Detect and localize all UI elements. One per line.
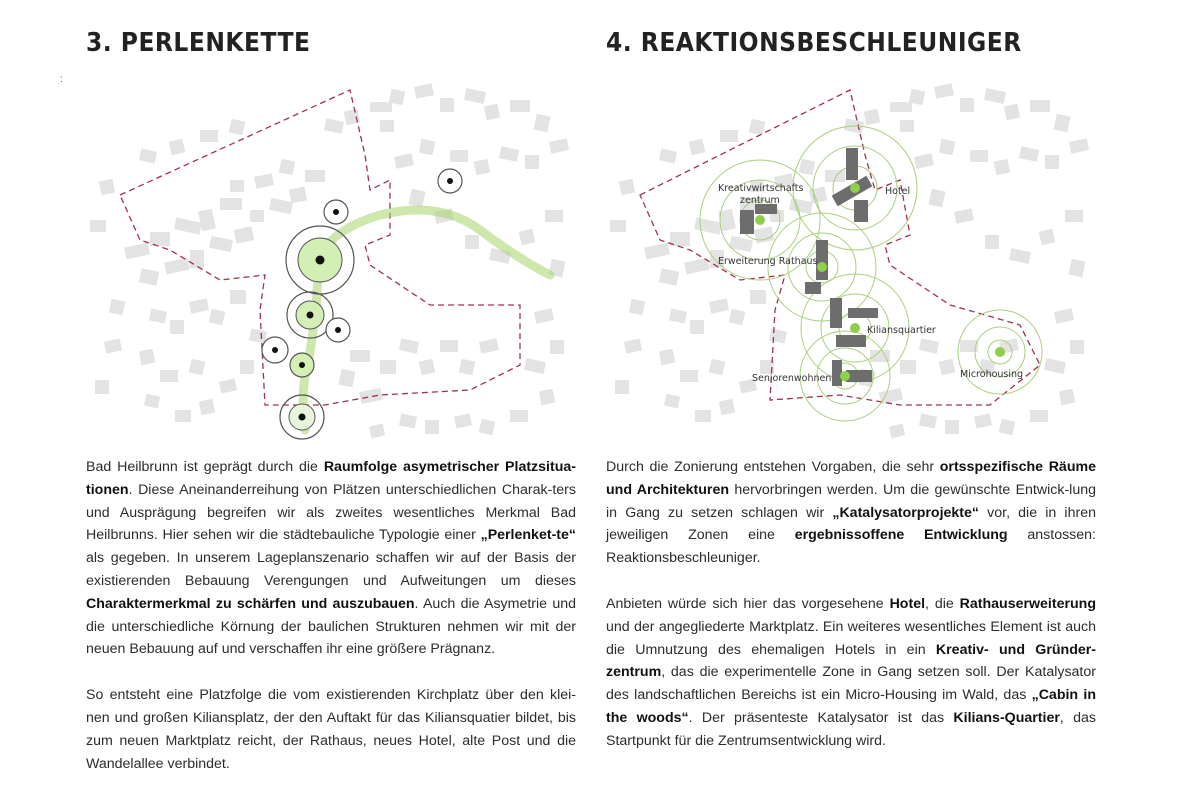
emphasis-text: Kilians-Quartier bbox=[953, 709, 1060, 726]
building bbox=[414, 83, 434, 98]
building bbox=[919, 338, 939, 353]
emphasis-text: „Perlenket-te“ bbox=[480, 527, 576, 544]
building bbox=[170, 320, 184, 334]
building bbox=[659, 268, 680, 285]
building bbox=[1045, 155, 1059, 169]
building bbox=[230, 290, 246, 304]
building bbox=[440, 98, 454, 112]
building bbox=[479, 338, 499, 353]
building bbox=[465, 235, 479, 249]
building bbox=[359, 388, 383, 404]
text-run: und der angegliederte Marktplatz. Ein weiteres wesentliches Element ist auch die Umnutzung des ehemaligen Hotels in ein bbox=[606, 618, 1096, 658]
building bbox=[534, 308, 554, 323]
building bbox=[1030, 100, 1050, 112]
building bbox=[109, 299, 126, 316]
building bbox=[1009, 248, 1031, 264]
building bbox=[900, 120, 914, 132]
text-run: hervorbringen werden. Um die gewünschte Entwick-lung in Gang zu setzen schlagen wir bbox=[606, 481, 1096, 521]
text-run: Bad Heilbrunn ist geprägt durch die bbox=[86, 459, 324, 475]
building bbox=[939, 139, 956, 156]
building bbox=[539, 389, 556, 406]
building bbox=[209, 236, 233, 252]
building bbox=[189, 298, 209, 313]
building bbox=[750, 290, 766, 304]
building bbox=[209, 309, 226, 326]
building bbox=[380, 120, 394, 132]
building bbox=[934, 83, 954, 98]
building bbox=[610, 220, 626, 232]
building bbox=[1019, 146, 1039, 161]
building-footprints bbox=[610, 83, 1089, 438]
building bbox=[189, 359, 206, 376]
building bbox=[659, 148, 677, 163]
building bbox=[909, 89, 926, 106]
paragraph bbox=[606, 456, 1096, 570]
building bbox=[440, 340, 458, 352]
text-run: Anbieten würde sich hier das vorgesehene bbox=[606, 595, 890, 612]
building bbox=[984, 88, 1006, 104]
building bbox=[994, 159, 1011, 176]
building bbox=[305, 170, 325, 182]
text-run: , das die experimentelle Zone in Gang setzen soll. Der Katalysator des landschaftlichen Bereichs ist ein Micro-Housing im Wald, das bbox=[606, 664, 1096, 704]
building bbox=[889, 424, 905, 439]
building bbox=[720, 130, 738, 142]
building bbox=[525, 155, 539, 169]
building bbox=[90, 220, 106, 232]
building bbox=[174, 217, 202, 234]
emphasis-text: Kreativ- und Gründer-zentrum bbox=[606, 641, 1096, 681]
building bbox=[419, 359, 436, 376]
building bbox=[289, 186, 308, 203]
site-boundary bbox=[640, 90, 1040, 405]
body-text bbox=[86, 456, 576, 798]
building bbox=[754, 226, 775, 243]
building bbox=[615, 380, 629, 394]
site-plan-reaktionsbeschleuniger bbox=[600, 60, 1100, 440]
building bbox=[749, 119, 766, 136]
building bbox=[719, 399, 736, 416]
building bbox=[454, 413, 472, 428]
building bbox=[549, 138, 569, 153]
emphasis-text: ortsspezifische Räume und Architekturen bbox=[606, 459, 1096, 498]
building bbox=[644, 243, 670, 260]
building bbox=[769, 328, 787, 343]
building bbox=[499, 146, 519, 161]
building bbox=[970, 150, 988, 162]
building bbox=[380, 360, 396, 374]
building bbox=[230, 180, 244, 192]
building bbox=[1069, 138, 1089, 153]
text-run: So entsteht eine Platzfolge die vom existierenden Kirchplatz über den klei-nen und großen Kiliansplatz, der den Auftakt für das Kiliansquatier bildet, bis zum neuen Marktplatz reicht, der Rathaus, neues Hotel, alte Post und die Wandelallee verbindet. bbox=[86, 687, 576, 772]
building bbox=[689, 139, 706, 156]
building bbox=[464, 88, 486, 104]
building bbox=[1044, 358, 1066, 374]
emphasis-text: Hotel bbox=[889, 595, 926, 612]
emphasis-text: „Katalysatorprojekte“ bbox=[832, 504, 979, 521]
building bbox=[1030, 410, 1048, 422]
building bbox=[474, 159, 491, 176]
paragraph bbox=[606, 593, 1096, 753]
building bbox=[479, 419, 496, 436]
building bbox=[879, 388, 903, 404]
building bbox=[999, 419, 1016, 436]
label-rathaus: Erweiterung Rathaus bbox=[718, 256, 818, 267]
building bbox=[229, 119, 246, 136]
building bbox=[250, 210, 264, 222]
building bbox=[928, 189, 945, 208]
text-run: , das Startpunkt für die Zentrumsentwicklung wird. bbox=[606, 709, 1096, 749]
building bbox=[1004, 104, 1021, 121]
building bbox=[269, 198, 293, 214]
building bbox=[219, 378, 237, 393]
margin-mark: : bbox=[60, 74, 63, 85]
building bbox=[199, 399, 216, 416]
paragraph bbox=[86, 684, 576, 775]
building bbox=[254, 173, 274, 188]
building bbox=[399, 413, 417, 428]
text-run: anstossen: Reaktionsbeschleuniger. bbox=[606, 527, 1096, 567]
building bbox=[124, 243, 150, 260]
building bbox=[369, 424, 385, 439]
text-run: vor, die in ihren jeweiligen Zonen eine bbox=[606, 504, 1096, 544]
building bbox=[629, 299, 646, 316]
building bbox=[394, 153, 414, 168]
label-kreativ-1: Kreativwirtschafts bbox=[718, 183, 804, 194]
building bbox=[864, 109, 881, 126]
building bbox=[945, 420, 959, 434]
text-run: als gegeben. In unserem Lageplanszenario schaffen wir auf der Basis der existierenden Bebauung Verengungen und Aufweitungen um dieses bbox=[86, 550, 576, 589]
building bbox=[960, 98, 974, 112]
emphasis-text: ergebnissoffene Entwicklung bbox=[794, 527, 1008, 544]
building bbox=[533, 114, 550, 133]
building bbox=[974, 413, 992, 428]
building bbox=[985, 235, 999, 249]
building bbox=[240, 360, 254, 374]
building bbox=[220, 198, 242, 210]
emphasis-text: Raumfolge asymetrischer Platzsitua-tionen bbox=[86, 459, 576, 498]
building bbox=[954, 208, 974, 223]
building bbox=[789, 198, 813, 214]
building bbox=[139, 349, 156, 366]
building bbox=[510, 100, 530, 112]
building bbox=[249, 328, 267, 343]
text-run: Durch die Zonierung entstehen Vorgaben, die sehr bbox=[606, 459, 940, 475]
building bbox=[1068, 259, 1085, 278]
building bbox=[519, 229, 536, 246]
building bbox=[709, 298, 729, 313]
label-kiliansquartier: Kiliansquartier bbox=[867, 325, 936, 336]
building bbox=[139, 268, 160, 285]
text-run: , die bbox=[925, 595, 960, 612]
building bbox=[900, 360, 916, 374]
building bbox=[550, 340, 564, 354]
building bbox=[695, 410, 711, 422]
building bbox=[484, 104, 501, 121]
building bbox=[279, 159, 296, 176]
building bbox=[524, 358, 546, 374]
building bbox=[729, 309, 746, 326]
building bbox=[389, 89, 406, 106]
building bbox=[619, 179, 636, 196]
building bbox=[709, 359, 726, 376]
building bbox=[164, 258, 190, 275]
building bbox=[399, 338, 419, 353]
building bbox=[419, 139, 436, 156]
building bbox=[175, 410, 191, 422]
building bbox=[659, 349, 676, 366]
building bbox=[510, 410, 528, 422]
building bbox=[144, 394, 160, 409]
building bbox=[344, 109, 361, 126]
building bbox=[680, 370, 698, 382]
building bbox=[545, 210, 563, 222]
building bbox=[190, 250, 204, 268]
label-kreativ-2: zentrum bbox=[740, 195, 780, 206]
building bbox=[99, 179, 116, 196]
building bbox=[939, 359, 956, 376]
building bbox=[370, 102, 392, 112]
text-run: . Diese Aneinanderreihung von Plätzen unterschiedlichen Charak-ters und Ausprägung begreifen wir als zweites wesentliches Merkmal Bad Heilbrunns. Hier sehen wir die städtebauliche Typologie einer bbox=[86, 481, 576, 544]
building bbox=[914, 153, 934, 168]
building bbox=[149, 308, 167, 323]
building bbox=[139, 148, 157, 163]
building bbox=[1054, 308, 1074, 323]
label-seniorenwohnen: Seniorenwohnen bbox=[752, 373, 832, 384]
building bbox=[450, 150, 468, 162]
section-heading: 4. REAKTIONSBESCHLEUNIGER bbox=[606, 28, 1022, 58]
building bbox=[459, 359, 476, 376]
building bbox=[664, 394, 680, 409]
building bbox=[799, 159, 816, 176]
building bbox=[669, 308, 687, 323]
building bbox=[350, 350, 370, 362]
label-microhousing: Microhousing bbox=[960, 369, 1024, 380]
building bbox=[338, 369, 355, 388]
building bbox=[1065, 210, 1083, 222]
building bbox=[825, 170, 845, 182]
emphasis-text: Rathauserweiterung bbox=[959, 595, 1096, 612]
building bbox=[919, 413, 937, 428]
paragraph bbox=[86, 456, 576, 661]
text-run: . Der präsenteste Katalysator ist das bbox=[688, 709, 954, 726]
body-text bbox=[606, 456, 1096, 776]
building bbox=[694, 217, 722, 234]
label-hotel: Hotel bbox=[885, 186, 911, 197]
building bbox=[104, 338, 122, 353]
building bbox=[1070, 340, 1084, 354]
building bbox=[1039, 229, 1056, 246]
building bbox=[324, 118, 344, 133]
building bbox=[1059, 389, 1076, 406]
emphasis-text: Charaktermerkmal zu schärfen und auszubauen bbox=[86, 595, 415, 612]
emphasis-text: „Cabin in the woods“ bbox=[606, 687, 1096, 726]
building bbox=[425, 420, 439, 434]
building bbox=[408, 189, 425, 208]
building bbox=[890, 102, 912, 112]
building bbox=[160, 370, 178, 382]
building bbox=[690, 320, 704, 334]
section-heading: 3. PERLENKETTE bbox=[86, 28, 311, 58]
building bbox=[169, 139, 186, 156]
building bbox=[1053, 114, 1070, 133]
building bbox=[234, 226, 255, 243]
site-plan-perlenkette bbox=[80, 60, 580, 440]
building bbox=[95, 380, 109, 394]
building bbox=[200, 130, 218, 142]
building bbox=[624, 338, 642, 353]
text-run: . Auch die Asymetrie und die unterschiedliche Körnung der baulichen Strukturen nehmen wir mit der neuen Bebauung auf und verschaffen ihr eine größere Prägnanz. bbox=[86, 595, 576, 658]
